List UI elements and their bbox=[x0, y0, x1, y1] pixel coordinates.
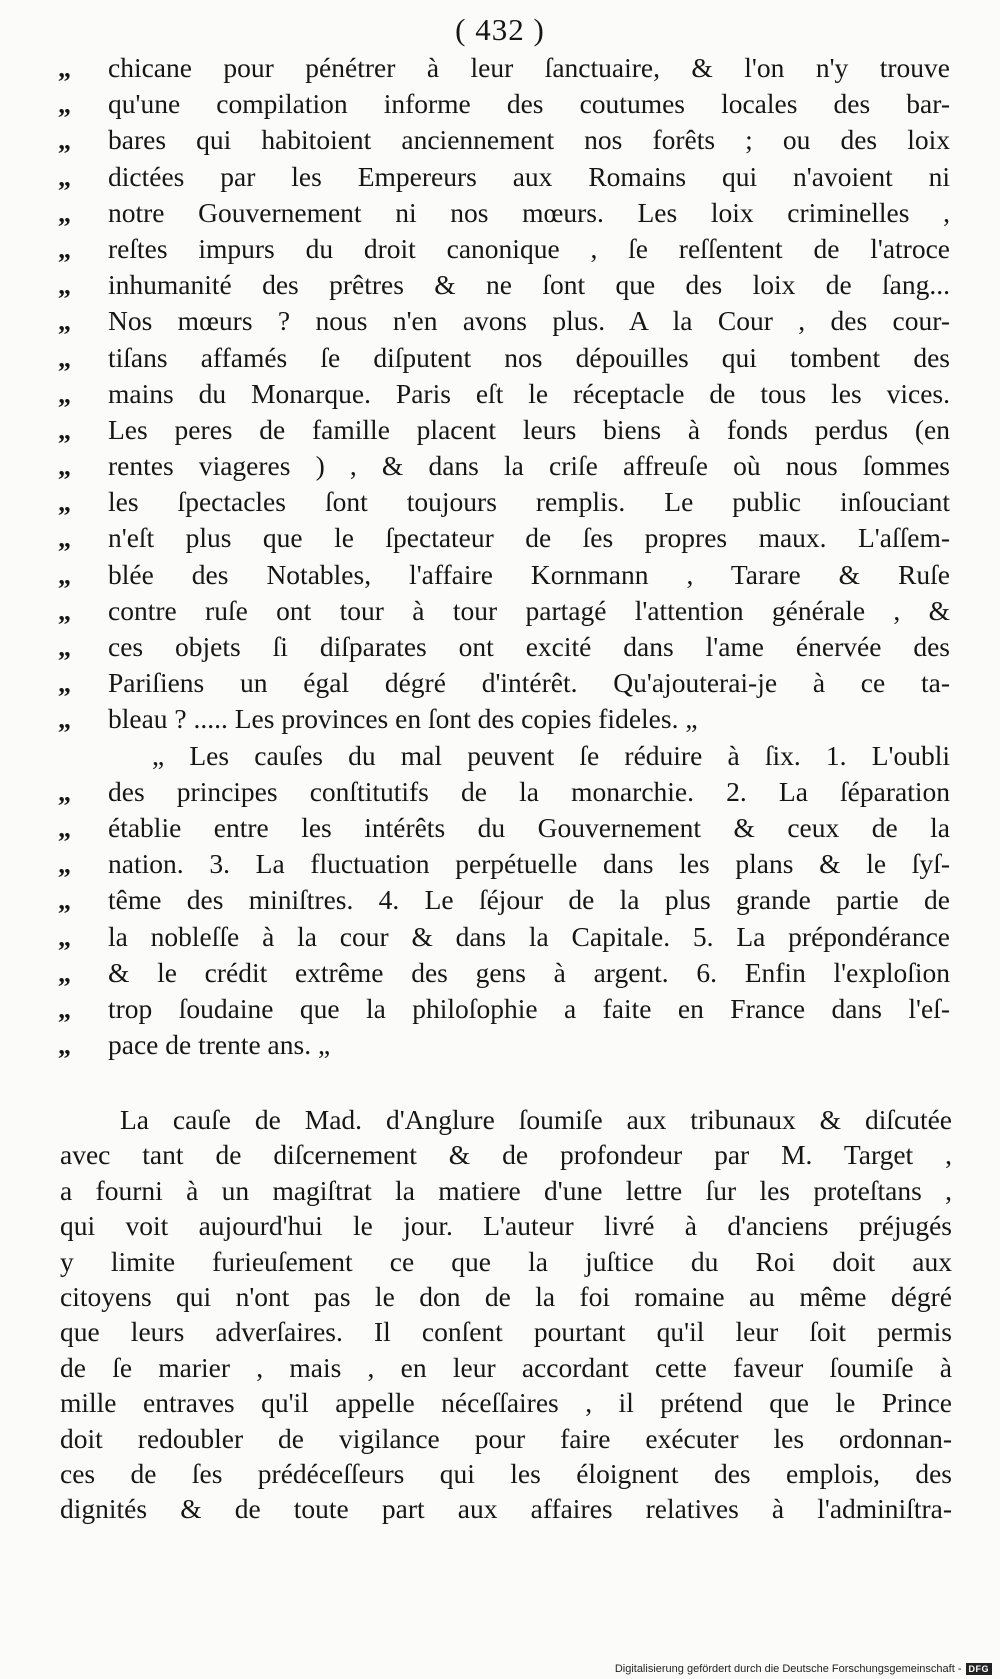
quoted-line bbox=[58, 701, 950, 737]
quoted-line bbox=[58, 231, 950, 267]
quoted-line bbox=[58, 738, 950, 774]
quoted-line bbox=[58, 593, 950, 629]
body-line bbox=[60, 1314, 952, 1349]
quote-mark: „ bbox=[58, 234, 71, 264]
quoted-line bbox=[58, 340, 950, 376]
line-text: contre ruſe ont tour à tour partagé l'attention générale , & bbox=[108, 594, 950, 626]
quote-mark: „ bbox=[58, 90, 71, 120]
line-text: rentes viageres ) , & dans la criſe affreuſe où nous ſommes bbox=[108, 450, 950, 482]
quote-mark: „ bbox=[58, 343, 71, 373]
line-text: citoyens qui n'ont pas le don de la foi romaine au même dégré bbox=[60, 1280, 952, 1312]
quoted-line bbox=[58, 303, 950, 339]
quoted-line bbox=[58, 665, 950, 701]
quote-mark: „ bbox=[58, 850, 71, 880]
line-text: trop ſoudaine que la philoſophie a faite en France dans l'eſ- bbox=[108, 992, 950, 1024]
line-text: que leurs adverſaires. Il conſent pourtant qu'il leur ſoit permis bbox=[60, 1316, 952, 1348]
quoted-line bbox=[58, 195, 950, 231]
line-text: reſtes impurs du droit canonique , ſe reſſentent de l'atroce bbox=[108, 232, 950, 264]
line-text: avec tant de diſcernement & de profondeur par M. Target , bbox=[60, 1139, 952, 1171]
quote-mark: „ bbox=[58, 488, 71, 518]
quote-mark: „ bbox=[58, 524, 71, 554]
credit-text: Digitalisierung gefördert durch die Deutsche Forschungsgemeinschaft - bbox=[614, 1663, 962, 1675]
line-text: nation. 3. La fluctuation perpétuelle dans les plans & le ſyſ- bbox=[108, 848, 950, 880]
line-text: „ Les cauſes du mal peuvent ſe réduire à ſix. 1. L'oubli bbox=[152, 739, 950, 771]
quoted-line bbox=[58, 448, 950, 484]
line-text: bleau ? ..... Les provinces en ſont des copies fideles. „ bbox=[108, 703, 698, 735]
quote-mark: „ bbox=[58, 307, 71, 337]
line-text: dictées par les Empereurs aux Romains qui n'avoient ni bbox=[108, 160, 950, 192]
quoted-line bbox=[58, 159, 950, 195]
line-text: mille entraves qu'il appelle néceſſaires , il prétend que le Prince bbox=[60, 1387, 952, 1419]
body-paragraph bbox=[60, 1102, 952, 1527]
line-text: & le crédit extrême des gens à argent. 6. Enfin l'exploſion bbox=[108, 956, 950, 988]
quote-mark: „ bbox=[58, 560, 71, 590]
quote-mark: „ bbox=[58, 813, 71, 843]
line-text: ces objets ſi diſparates ont excité dans l'ame énervée des bbox=[108, 631, 950, 662]
quote-mark: „ bbox=[58, 705, 71, 735]
line-text: Nos mœurs ? nous n'en avons plus. A la Cour , des cour- bbox=[108, 305, 950, 337]
quote-mark: „ bbox=[58, 596, 71, 626]
quoted-passage bbox=[58, 50, 950, 1063]
dfg-logo: DFG bbox=[966, 1663, 993, 1675]
digitization-credit bbox=[615, 1663, 992, 1675]
line-text: n'eſt plus que le ſpectateur de ſes propres maux. L'aſſem- bbox=[108, 522, 950, 554]
body-line bbox=[60, 1350, 952, 1385]
line-text: la nobleſſe à la cour & dans la Capitale. 5. La prépondérance bbox=[108, 920, 950, 952]
body-line bbox=[60, 1208, 952, 1243]
quoted-line bbox=[58, 774, 950, 810]
body-line bbox=[60, 1279, 952, 1314]
quoted-line bbox=[58, 557, 950, 593]
quoted-line bbox=[58, 122, 950, 158]
quoted-line bbox=[58, 1027, 950, 1063]
quote-mark: „ bbox=[58, 1031, 71, 1061]
quoted-line bbox=[58, 484, 950, 520]
quote-mark: „ bbox=[58, 271, 71, 301]
line-text: bares qui habitoient anciennement nos forêts ; ou des loix bbox=[108, 124, 950, 156]
line-text: des principes conſtitutifs de la monarchie. 2. La ſéparation bbox=[108, 775, 950, 807]
quote-mark: „ bbox=[58, 669, 71, 699]
quoted-line bbox=[58, 376, 950, 412]
quote-mark: „ bbox=[58, 633, 71, 662]
line-text: les ſpectacles ſont toujours remplis. Le public inſouciant bbox=[108, 486, 950, 518]
line-text: doit redoubler de vigilance pour faire exécuter les ordonnan- bbox=[60, 1422, 952, 1454]
quoted-line bbox=[58, 846, 950, 882]
page-number: ( 432 ) bbox=[455, 12, 545, 47]
line-text: pace de trente ans. „ bbox=[108, 1029, 331, 1061]
line-text: qu'une compilation informe des coutumes locales des bar- bbox=[108, 88, 950, 120]
body-line bbox=[60, 1173, 952, 1208]
line-text: tême des miniſtres. 4. Le ſéjour de la plus grande partie de bbox=[108, 884, 950, 916]
line-text: inhumanité des prêtres & ne ſont que des loix de ſang... bbox=[108, 269, 950, 301]
quote-mark: „ bbox=[58, 777, 71, 807]
line-text: ces de ſes prédéceſſeurs qui les éloignent des emplois, des bbox=[60, 1457, 952, 1489]
quote-mark: „ bbox=[58, 379, 71, 409]
line-text: dignités & de toute part aux affaires relatives à l'adminiſtra- bbox=[60, 1493, 952, 1525]
quote-mark: „ bbox=[58, 922, 71, 952]
line-text: Les peres de famille placent leurs biens à fonds perdus (en bbox=[108, 413, 950, 445]
quote-mark: „ bbox=[58, 958, 71, 988]
quoted-line bbox=[58, 520, 950, 556]
line-text: a fourni à un magiſtrat la matiere d'une lettre ſur les proteſtans , bbox=[60, 1174, 952, 1206]
line-text: blée des Notables, l'affaire Kornmann , Tarare & Ruſe bbox=[108, 558, 950, 590]
line-text: de ſe marier , mais , en leur accordant cette faveur ſoumiſe à bbox=[60, 1351, 952, 1383]
body-line bbox=[60, 1456, 952, 1491]
line-text: y limite furieuſement ce que la juſtice du Roi doit aux bbox=[60, 1245, 952, 1277]
line-text: notre Gouvernement ni nos mœurs. Les loix criminelles , bbox=[108, 196, 950, 228]
quote-mark: „ bbox=[58, 452, 71, 482]
quote-mark: „ bbox=[58, 415, 71, 445]
quoted-line bbox=[58, 991, 950, 1027]
quote-mark: „ bbox=[58, 126, 71, 156]
line-text: chicane pour pénétrer à leur ſanctuaire, & l'on n'y trouve bbox=[108, 52, 950, 83]
body-line bbox=[60, 1385, 952, 1420]
quoted-line bbox=[58, 86, 950, 122]
quoted-line bbox=[58, 50, 950, 86]
body-line bbox=[60, 1102, 952, 1137]
quoted-line bbox=[58, 629, 950, 665]
quoted-line bbox=[58, 882, 950, 918]
quote-mark: „ bbox=[58, 54, 71, 83]
line-text: mains du Monarque. Paris eſt le réceptacle de tous les vices. bbox=[108, 377, 950, 409]
body-line bbox=[60, 1491, 952, 1526]
quote-mark: „ bbox=[58, 994, 71, 1024]
line-text: Pariſiens un égal dégré d'intérêt. Qu'ajouterai-je à ce ta- bbox=[108, 667, 950, 699]
line-text: qui voit aujourd'hui le jour. L'auteur livré à d'anciens préjugés bbox=[60, 1210, 952, 1242]
quote-mark: „ bbox=[58, 886, 71, 916]
quoted-line bbox=[58, 919, 950, 955]
quoted-line bbox=[58, 412, 950, 448]
quoted-line bbox=[58, 955, 950, 991]
quoted-line bbox=[58, 810, 950, 846]
line-text: établie entre les intérêts du Gouvernement & ceux de la bbox=[108, 811, 950, 843]
body-line bbox=[60, 1244, 952, 1279]
line-text: tiſans affamés ſe diſputent nos dépouilles qui tombent des bbox=[108, 341, 950, 373]
quote-mark: „ bbox=[58, 198, 71, 228]
body-line bbox=[60, 1137, 952, 1172]
line-text: La cauſe de Mad. d'Anglure ſoumiſe aux tribunaux & diſcutée bbox=[120, 1104, 952, 1135]
body-line bbox=[60, 1421, 952, 1456]
quote-mark: „ bbox=[58, 162, 71, 192]
quoted-line bbox=[58, 267, 950, 303]
